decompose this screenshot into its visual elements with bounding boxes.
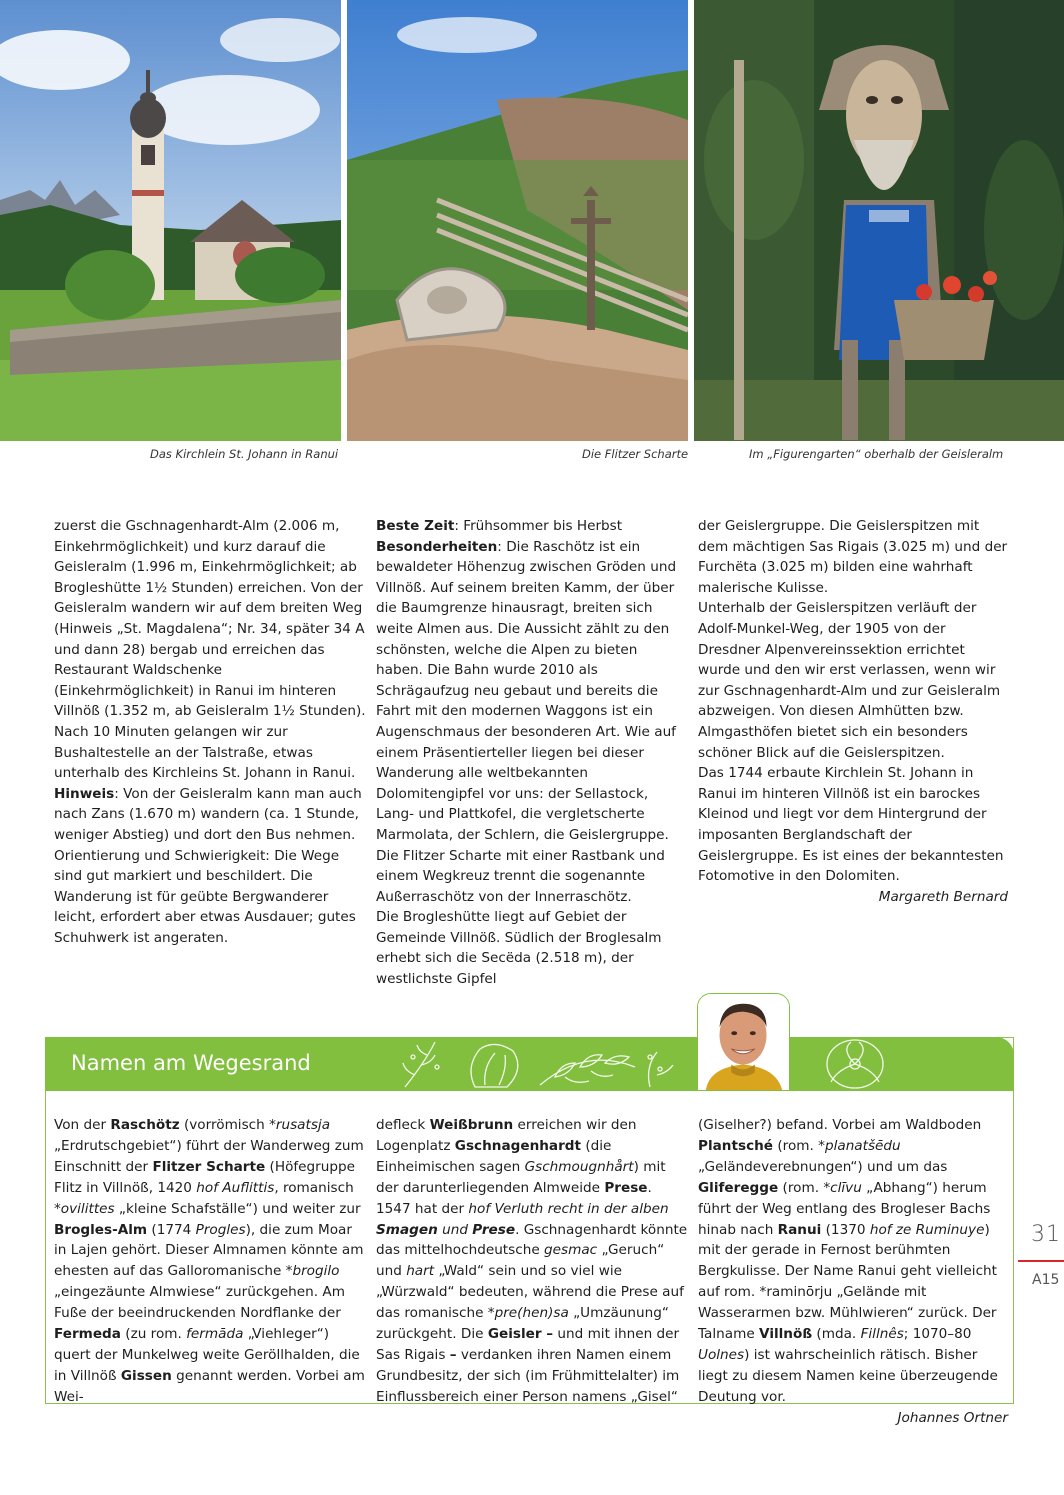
etymology-term: hart bbox=[406, 1263, 435, 1280]
bold-label: Beste Zeit bbox=[376, 518, 455, 534]
text: (mda. bbox=[812, 1326, 861, 1343]
names-column-3 bbox=[698, 1115, 1008, 1429]
etymology-term: Gschmougnhårt bbox=[524, 1158, 634, 1175]
etymology-term: clīvu bbox=[830, 1179, 862, 1196]
photo-caption: Im „Figurengarten“ oberhalb der Geisleralm bbox=[749, 447, 1004, 461]
etymology-term: planatšēdu bbox=[824, 1137, 901, 1154]
article-column-1 bbox=[54, 516, 366, 948]
etymology-term: hof Verluth recht in der alben bbox=[468, 1200, 669, 1217]
paragraph-text: : Die Raschötz ist ein bewaldeter Höhenzug zwischen Gröden und Villnöß. Auf seinem breiten Kamm, der über die Baumgrenze hinausragt, breiten sich weite Almen aus. Die Aussicht zählt zu den schönsten, welche die Alpen zu bieten haben. Die Bahn wurde 2010 als Schrägaufzug neu gebaut und bereits die Fahrt mit den modernen Waggons ist ein Augenschmaus der besonderen Art. Wie auf einem Präsentierteller liegen bei dieser Wanderung alle weltbekannten Dolomitengipfel vor uns: der Sellastock, Lang- und Plattkofel, die vergletscherte Marmolata, der Schlern, die Geislergruppe. bbox=[376, 538, 677, 843]
text: ) mit der darunterliegenden Almweide bbox=[376, 1158, 666, 1196]
place-name: Brogles-Alm bbox=[54, 1221, 148, 1238]
names-box-header bbox=[45, 1037, 1014, 1091]
text: ) ist wahrscheinlich rätisch. Bisher liegt zu diesem Namen keine überzeugende Deutung vor. bbox=[698, 1346, 998, 1405]
etymology-term: rusatsja bbox=[275, 1117, 331, 1133]
place-name: Fermeda bbox=[54, 1326, 121, 1343]
text: „Erdrutschgebiet“) führt der Wanderweg zum Einschnitt der bbox=[54, 1137, 364, 1175]
botanical-ornament-icon bbox=[395, 1037, 895, 1091]
names-column-2 bbox=[376, 1115, 690, 1408]
bold-label: Besonderheiten bbox=[376, 538, 498, 555]
text: Von der bbox=[54, 1117, 111, 1133]
text: „Umzäunung“ zurückgeht. Die bbox=[376, 1305, 669, 1343]
text: „eingezäunte Almwiese“ zurückgehen. Am Fuße der beeindruckenden Nordflanke der bbox=[54, 1284, 345, 1322]
text: (vorrömisch * bbox=[179, 1117, 276, 1133]
text: „Geruch“ und bbox=[376, 1242, 665, 1280]
text: ; 1070–80 bbox=[903, 1326, 972, 1343]
photo-church-st-johann bbox=[0, 0, 341, 441]
text: (Giselher?) befand. Vorbei am Waldboden bbox=[698, 1117, 982, 1133]
place-name: – bbox=[449, 1346, 457, 1363]
author-signature: Margareth Bernard bbox=[878, 888, 1008, 905]
place-name: Smagen bbox=[376, 1221, 438, 1238]
text: verdanken ihren Namen einem Grundbesitz, der sich (im Frühmittelalter) im Einflussbereich einer Person namens „Gisel“ bbox=[376, 1346, 680, 1405]
paragraph: der Geislergruppe. Die Geislerspitzen mit dem mächtigen Sas Rigais (3.025 m) und der Furchëta (3.025 m) bilden eine wahrhaft malerische Kulisse. bbox=[698, 518, 1008, 596]
page-number: 31 bbox=[1031, 1222, 1061, 1247]
etymology-term: pre(hen)sa bbox=[494, 1305, 569, 1322]
text: (rom. * bbox=[778, 1179, 831, 1196]
text: . Gschnagenhardt könnte das mittelhochdeutsche bbox=[376, 1221, 688, 1259]
place-name: Villnöß bbox=[759, 1326, 813, 1343]
text: , romanisch * bbox=[54, 1179, 354, 1217]
place-name: Prese bbox=[604, 1179, 648, 1196]
place-name: Prese bbox=[472, 1221, 516, 1238]
text: „Geländeverebnungen“) und um das bbox=[698, 1158, 948, 1175]
etymology-term: Uolnes bbox=[698, 1346, 745, 1363]
text: „Abhang“) herum führt der Weg entlang des Brogleser Bachs hinab nach bbox=[698, 1179, 991, 1238]
article-column-2 bbox=[376, 516, 688, 990]
paragraph-text: : Von der Geisleralm kann man auch nach Zans (1.670 m) wandern (ca. 1 Stunde, weniger Abstieg) und dort den Bus nehmen. Orientierung und Schwierigkeit: Die Wege sind gut markiert und beschildert. Die Wanderung ist für geübte Bergwanderer leicht, erfordert aber etwas Ausdauer; gutes Schuhwerk ist angeraten. bbox=[54, 785, 362, 946]
etymology-term: hof ze Ruminuye bbox=[869, 1221, 985, 1238]
text: (Höfegruppe Flitz in Villnöß, 1420 bbox=[54, 1158, 356, 1196]
text: defleck bbox=[376, 1117, 430, 1133]
text: genannt werden. Vorbei am Wei- bbox=[54, 1367, 365, 1405]
etymology-term: Fillnês bbox=[860, 1326, 904, 1343]
etymology-term: fermāda bbox=[186, 1326, 244, 1343]
text: (1370 bbox=[821, 1221, 870, 1238]
text: „Viehleger“) quert der Munkelweg weite Geröllhalden, die in Villnöß bbox=[54, 1326, 360, 1384]
place-name: Weißbrunn bbox=[429, 1117, 514, 1133]
text: (rom. * bbox=[773, 1137, 825, 1154]
article-column-3 bbox=[698, 516, 1008, 907]
names-box-title: Namen am Wegesrand bbox=[71, 1051, 311, 1075]
place-name: Gissen bbox=[120, 1367, 172, 1384]
paragraph: Die Brogleshütte liegt auf Gebiet der Gemeinde Villnöß. Südlich der Broglesalm erhebt sich die Secëda (2.518 m), der westlichste Gipfel bbox=[376, 909, 662, 988]
text: (1774 bbox=[147, 1221, 196, 1238]
page-divider bbox=[1018, 1260, 1064, 1262]
etymology-term: hof Auflittis bbox=[196, 1179, 275, 1196]
place-name: Ranui bbox=[777, 1221, 822, 1238]
bold-label: Hinweis bbox=[54, 785, 115, 802]
paragraph: Die Flitzer Scharte mit einer Rastbank und einem Wegkreuz trennt die sogenannte Außerraschötz von der Innerraschötz. bbox=[376, 847, 665, 905]
text: „kleine Schafställe“) und weiter zur bbox=[114, 1200, 361, 1217]
text: und mit ihnen der Sas Rigais bbox=[376, 1326, 680, 1363]
place-name: Flitzer Scharte bbox=[152, 1158, 266, 1175]
text: „Wald“ sein und so viel wie „Würzwald“ bedeuten, während die Prese auf das romanische * bbox=[376, 1263, 684, 1322]
paragraph: Das 1744 erbaute Kirchlein St. Johann in Ranui im hinteren Villnöß ist ein barockes Kleinod und liegt vor dem Hintergrund der imposanten Berglandschaft der Geislergruppe. Es ist eines der bekanntesten Fotomotive in den Dolomiten. bbox=[698, 765, 1004, 885]
photo-wooden-figure bbox=[694, 0, 1064, 441]
paragraph-text: : Frühsommer bis Herbst bbox=[454, 518, 623, 534]
paragraph bbox=[54, 784, 366, 949]
photo-flitzer-scharte bbox=[347, 0, 688, 441]
etymology-term: brogilo bbox=[292, 1263, 340, 1280]
etymology-term: Progles bbox=[195, 1221, 246, 1238]
etymology-term: und bbox=[437, 1221, 473, 1238]
page-code: A15 bbox=[1032, 1272, 1060, 1288]
photo-caption: Das Kirchlein St. Johann in Ranui bbox=[150, 447, 339, 461]
place-name: Raschötz bbox=[110, 1117, 180, 1133]
paragraph: Unterhalb der Geislerspitzen verläuft der Adolf-Munkel-Weg, der 1905 von der Dresdner Alpenvereinssektion errichtet wurde und den wir erst verlassen, wenn wir zur Gschnagenhardt-Alm und zur Geisleralm abzweigen. Von diesen Almhütten bzw. Almgasthöfen bietet sich ein besonders schöner Blick auf die Geislerspitzen. bbox=[698, 600, 1001, 761]
place-name: Plantsché bbox=[698, 1137, 774, 1154]
text: ), die zum Moar in Lajen gehört. Dieser Almnamen könnte am ehesten auf das Galloromanische * bbox=[54, 1221, 364, 1280]
paragraph bbox=[376, 516, 688, 537]
author-signature: Johannes Ortner bbox=[897, 1409, 1008, 1426]
place-name: Geisler – bbox=[487, 1326, 554, 1343]
text: erreichen wir den Logenplatz bbox=[376, 1117, 637, 1154]
text: . 1547 hat der bbox=[376, 1179, 652, 1217]
names-column-1 bbox=[54, 1115, 366, 1408]
place-name: Gschnagenhardt bbox=[454, 1137, 582, 1154]
author-portrait-photo bbox=[697, 993, 790, 1091]
etymology-term: ovilittes bbox=[60, 1200, 115, 1217]
place-name: Gliferegge bbox=[698, 1179, 779, 1196]
paragraph bbox=[376, 537, 688, 846]
text: (zu rom. bbox=[120, 1326, 187, 1343]
text: ) mit der gerade in Fernost berühmten Bergkulisse. Der Name Ranui geht vielleicht auf rom. *raminōrju „Gelände mit Wasserarmen bzw. Mühlwieren“ zurück. Der Talname bbox=[698, 1221, 997, 1343]
paragraph: zuerst die Gschnagenhardt-Alm (2.006 m, Einkehrmöglichkeit) und kurz darauf die Geisleralm (1.996 m, Einkehrmöglichkeit; ab Brogleshütte 1½ Stunden) erreichen. Von der Geisleralm wandern wir auf dem breiten Weg (Hinweis „St. Magdalena“; Nr. 34, später 34 A und dann 28) bergab und erreichen das Restaurant Waldschenke (Einkehrmöglichkeit) in Ranui im hinteren Villnöß (1.352 m, ab Geisleralm 1½ Stunden). Nach 10 Minuten gelangen wir zur Bushaltestelle an der Talstraße, etwas unterhalb des Kirchleins St. Johann in Ranui. bbox=[54, 518, 366, 782]
etymology-term: gesmac bbox=[544, 1242, 598, 1259]
text: (die Einheimischen sagen bbox=[376, 1137, 612, 1175]
photo-caption: Die Flitzer Scharte bbox=[582, 447, 689, 461]
